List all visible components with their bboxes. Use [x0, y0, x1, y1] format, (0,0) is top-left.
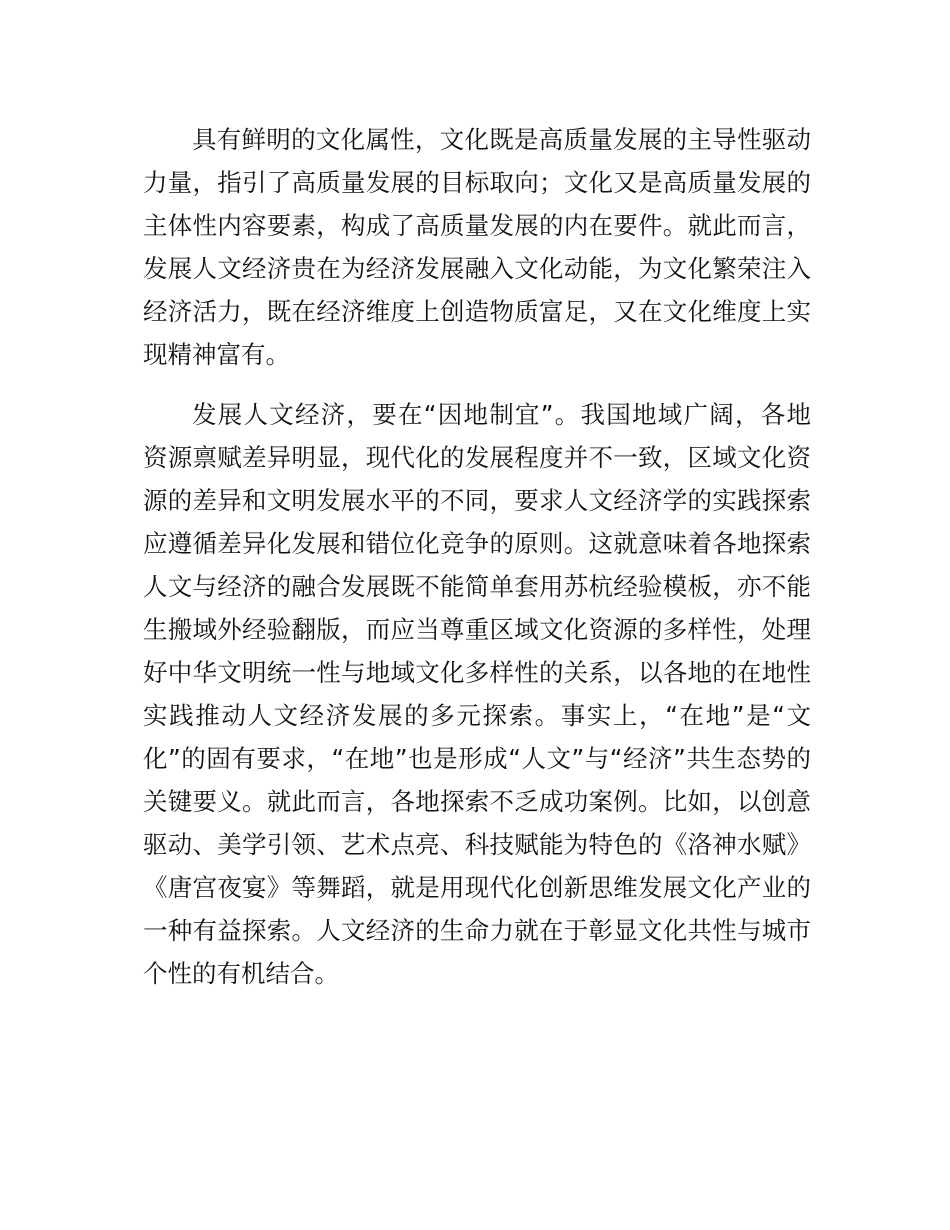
paragraph	[143, 118, 811, 376]
text-line: 关键要义。就此而言，各地探索不乏成功案例。比如，以创意	[143, 787, 811, 816]
paragraph	[143, 393, 811, 995]
text-line: 发展人文经济贵在为经济发展融入文化动能，为文化繁荣注入	[143, 254, 811, 283]
text-line: 应遵循差异化发展和错位化竞争的原则。这就意味着各地探索	[143, 529, 811, 558]
text-line: 发展人文经济，要在“因地制宜”。我国地域广阔，各地	[192, 400, 811, 429]
text-line: 生搬域外经验翻版，而应当尊重区域文化资源的多样性，处理	[143, 615, 811, 644]
text-line: 具有鲜明的文化属性，文化既是高质量发展的主导性驱动	[192, 125, 811, 154]
text-line: 一种有益探索。人文经济的生命力就在于彰显文化共性与城市	[143, 916, 811, 945]
text-line: 实践推动人文经济发展的多元探索。事实上，“在地”是“文	[143, 701, 811, 730]
text-line: 化”的固有要求，“在地”也是形成“人文”与“经济”共生态势的	[143, 744, 811, 773]
text-line: 资源禀赋差异明显，现代化的发展程度并不一致，区域文化资	[143, 443, 811, 472]
text-line: 经济活力，既在经济维度上创造物质富足，又在文化维度上实	[143, 297, 811, 326]
document-body	[143, 118, 811, 1012]
text-line: 源的差异和文明发展水平的不同，要求人文经济学的实践探索	[143, 486, 811, 515]
text-line: 驱动、美学引领、艺术点亮、科技赋能为特色的《洛神水赋》	[143, 830, 811, 859]
text-line: 人文与经济的融合发展既不能简单套用苏杭经验模板，亦不能	[143, 572, 811, 601]
text-line: 好中华文明统一性与地域文化多样性的关系，以各地的在地性	[143, 658, 811, 687]
text-line: 《唐宫夜宴》等舞蹈，就是用现代化创新思维发展文化产业的	[143, 873, 811, 902]
text-line: 力量，指引了高质量发展的目标取向；文化又是高质量发展的	[143, 168, 811, 197]
text-line: 个性的有机结合。	[143, 959, 339, 988]
text-line: 主体性内容要素，构成了高质量发展的内在要件。就此而言，	[143, 211, 811, 240]
text-line: 现精神富有。	[143, 340, 290, 369]
